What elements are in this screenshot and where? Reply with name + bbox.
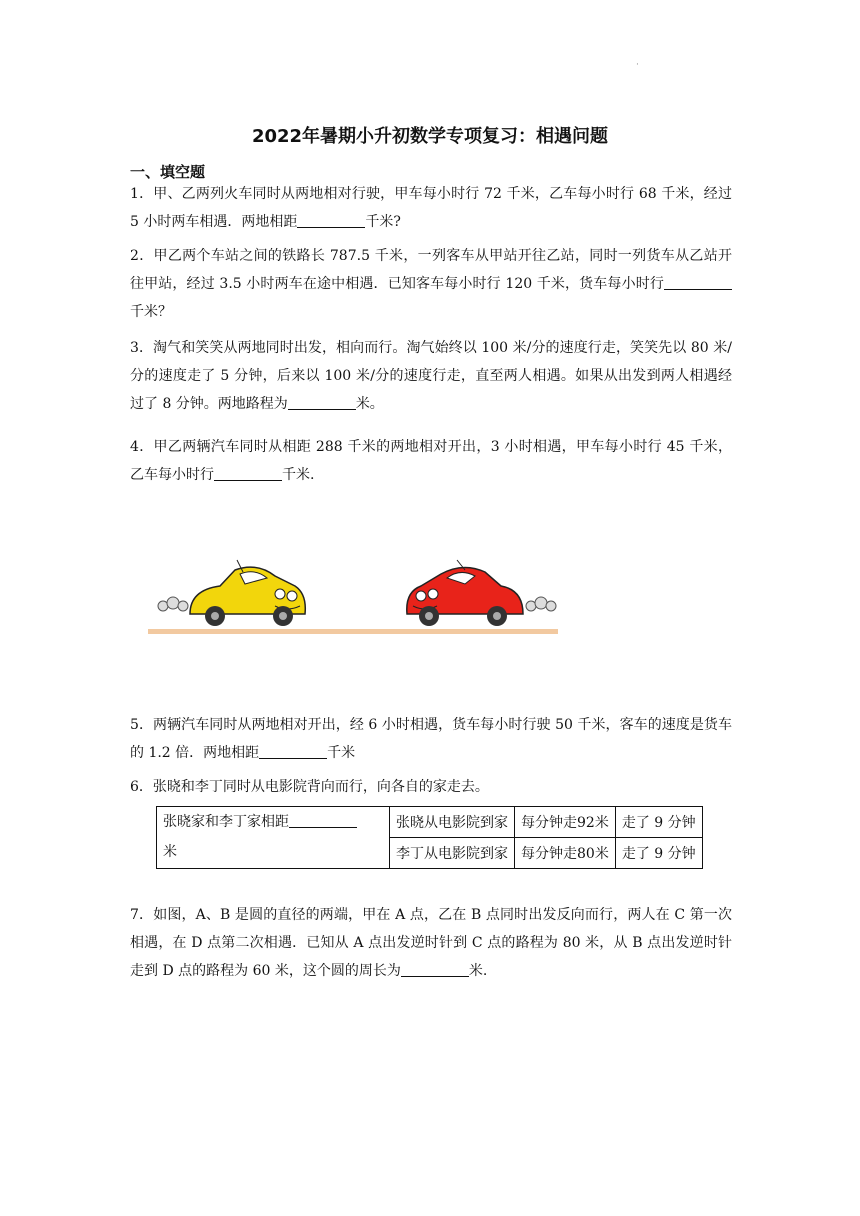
- answer-blank[interactable]: [289, 811, 357, 828]
- table-cell: 每分钟走92米: [515, 807, 616, 838]
- yellow-car-icon: [158, 560, 305, 626]
- cars-meeting-illustration: [145, 556, 565, 640]
- red-car-icon: [407, 560, 556, 626]
- question-1: 1．甲、乙两列火车同时从两地相对行驶，甲车每小时行 72 千米，乙车每小时行 68 千米，经过 5 小时两车相遇．两地相距 千米?: [130, 186, 732, 230]
- section-heading: 一、填空题: [130, 163, 206, 181]
- answer-blank[interactable]: [288, 393, 356, 410]
- answer-blank[interactable]: [259, 742, 327, 759]
- answer-blank[interactable]: [664, 273, 732, 290]
- question-3: 3．淘气和笑笑从两地同时出发，相向而行。淘气始终以 100 米/分的速度行走，笑笑先以 80 米/分的速度走了 5 分钟，后来以 100 米/分的速度行走，直至两人相遇。如果从出发到两人相遇经过了 8 分钟。两地路程为 米。: [130, 340, 732, 412]
- answer-blank[interactable]: [214, 464, 282, 481]
- table-cell: 李丁从电影院到家: [390, 838, 515, 869]
- road-line: [148, 629, 558, 634]
- answer-blank[interactable]: [297, 211, 365, 228]
- table-cell: 张晓从电影院到家: [390, 807, 515, 838]
- table-cell: 走了 9 分钟: [615, 838, 702, 869]
- table-cell: 走了 9 分钟: [615, 807, 702, 838]
- question-2: 2．甲乙两个车站之间的铁路长 787.5 千米，一列客车从甲站开往乙站，同时一列货车从乙站开往甲站，经过 3.5 小时两车在途中相遇．已知客车每小时行 120 千米，货车每小时行千米？: [130, 248, 732, 320]
- table-row: [157, 807, 703, 838]
- table-cell-total: 张晓家和李丁家相距 米: [157, 807, 390, 869]
- page-title: 2022年暑期小升初数学专项复习：相遇问题: [251, 126, 609, 147]
- table-cell: 每分钟走80米: [515, 838, 616, 869]
- header-dot: ·: [636, 60, 639, 70]
- distance-table: [156, 806, 703, 869]
- answer-blank[interactable]: [401, 960, 469, 977]
- question-4: 4．甲乙两辆汽车同时从相距 288 千米的两地相对开出，3 小时相遇，甲车每小时行 45 千米，乙车每小时行 千米.: [130, 439, 732, 483]
- question-6: 6．张晓和李丁同时从电影院背向而行，向各自的家走去。: [130, 779, 489, 795]
- question-7: 7．如图，A、B 是圆的直径的两端，甲在 A 点，乙在 B 点同时出发反向而行，两人在 C 第一次相遇，在 D 点第二次相遇．已知从 A 点出发逆时针到 C 点的路程为 80 米，从 B 点出发逆时针走到 D 点的路程为 60 米，这个圆的周长为 米.: [130, 907, 732, 979]
- question-5: 5．两辆汽车同时从两地相对开出，经 6 小时相遇，货车每小时行驶 50 千米，客车的速度是货车的 1.2 倍．两地相距 千米: [130, 717, 732, 761]
